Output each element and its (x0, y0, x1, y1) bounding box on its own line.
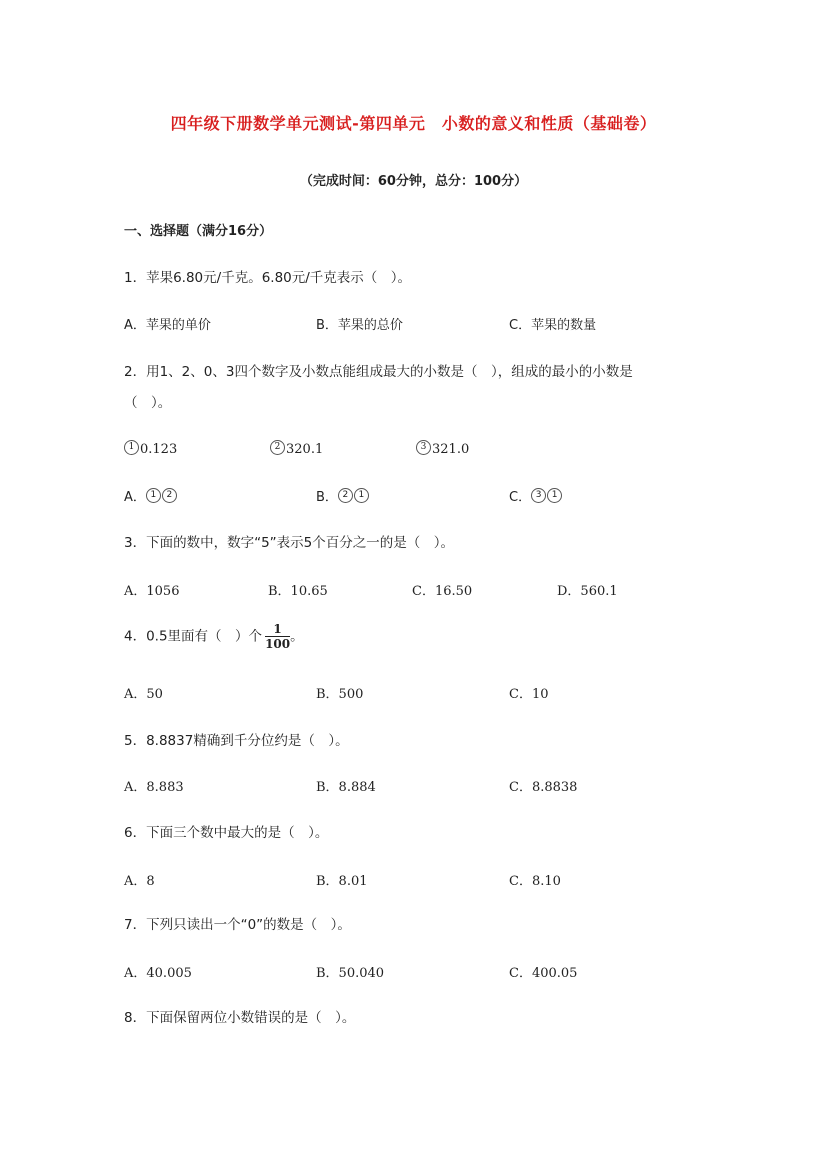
question-2-option-c (509, 486, 563, 505)
item-value: 0.123 (140, 442, 178, 457)
circled-number: 1 (124, 440, 139, 455)
question-3-option-b: B．10.65 (268, 584, 328, 599)
section-heading: 一、选择题（满分16分） (124, 224, 273, 239)
circled-number: 3 (416, 440, 431, 455)
option-letter: B． (316, 490, 338, 505)
question-1-stem: 1．苹果6.80元/千克。6.80元/千克表示（ ）。 (124, 270, 412, 286)
document-subtitle: （完成时间：60分钟，总分：100分） (299, 174, 528, 189)
question-6-option-b: B．8.01 (316, 874, 368, 889)
question-5-stem: 5．8.8837精确到千分位约是（ ）。 (124, 733, 349, 749)
fraction (265, 622, 290, 651)
question-4-text: 4．0.5里面有（ ）个 (124, 628, 263, 645)
question-1-option-a: A．苹果的单价 (124, 318, 211, 333)
question-4-tail: 。 (290, 628, 304, 645)
item-value: 320.1 (286, 442, 324, 457)
question-4-option-b: B．500 (316, 687, 364, 702)
question-2-stem-line1: 2．用1、2、0、3四个数字及小数点能组成最大的小数是（ ），组成的最小的小数是 (124, 364, 633, 380)
circled-number: 3 (531, 488, 546, 503)
question-4-option-a: A．50 (124, 687, 163, 702)
question-2-option-a (124, 486, 178, 505)
question-7-option-c: C．400.05 (509, 966, 578, 981)
question-1-option-c: C．苹果的数量 (509, 318, 597, 333)
question-2-item-2 (270, 440, 323, 457)
question-4-stem (124, 622, 304, 651)
document-title: 四年级下册数学单元测试-第四单元 小数的意义和性质（基础卷） (170, 114, 657, 133)
question-6-option-a: A．8 (124, 874, 155, 889)
circled-number: 1 (547, 488, 562, 503)
question-6-stem: 6．下面三个数中最大的是（ ）。 (124, 825, 329, 841)
circled-number: 2 (338, 488, 353, 503)
question-1-option-b: B．苹果的总价 (316, 318, 403, 333)
circled-number: 2 (270, 440, 285, 455)
question-5-option-c: C．8.8838 (509, 780, 578, 795)
question-3-option-d: D．560.1 (557, 584, 618, 599)
question-5-option-a: A．8.883 (124, 780, 184, 795)
option-letter: C． (509, 490, 532, 505)
item-value: 321.0 (432, 442, 470, 457)
question-2-item-1 (124, 440, 177, 457)
question-7-option-b: B．50.040 (316, 966, 385, 981)
question-8-stem: 8．下面保留两位小数错误的是（ ）。 (124, 1010, 356, 1026)
question-5-option-b: B．8.884 (316, 780, 376, 795)
circled-number: 1 (354, 488, 369, 503)
question-4-option-c: C．10 (509, 687, 549, 702)
question-7-stem: 7．下列只读出一个“0”的数是（ ）。 (124, 917, 351, 933)
question-6-option-c: C．8.10 (509, 874, 561, 889)
question-3-stem: 3．下面的数中，数字“5”表示5个百分之一的是（ ）。 (124, 535, 455, 551)
circled-number: 1 (146, 488, 161, 503)
question-7-option-a: A．40.005 (124, 966, 192, 981)
question-3-option-a: A．1056 (124, 584, 180, 599)
question-2-option-b (316, 486, 370, 505)
question-2-stem-line2: （ ）。 (124, 395, 172, 411)
option-letter: A． (124, 490, 146, 505)
question-3-option-c: C．16.50 (412, 584, 473, 599)
circled-number: 2 (162, 488, 177, 503)
fraction-denominator: 100 (265, 637, 291, 651)
fraction-numerator: 1 (265, 622, 290, 637)
question-2-item-3 (416, 440, 469, 457)
